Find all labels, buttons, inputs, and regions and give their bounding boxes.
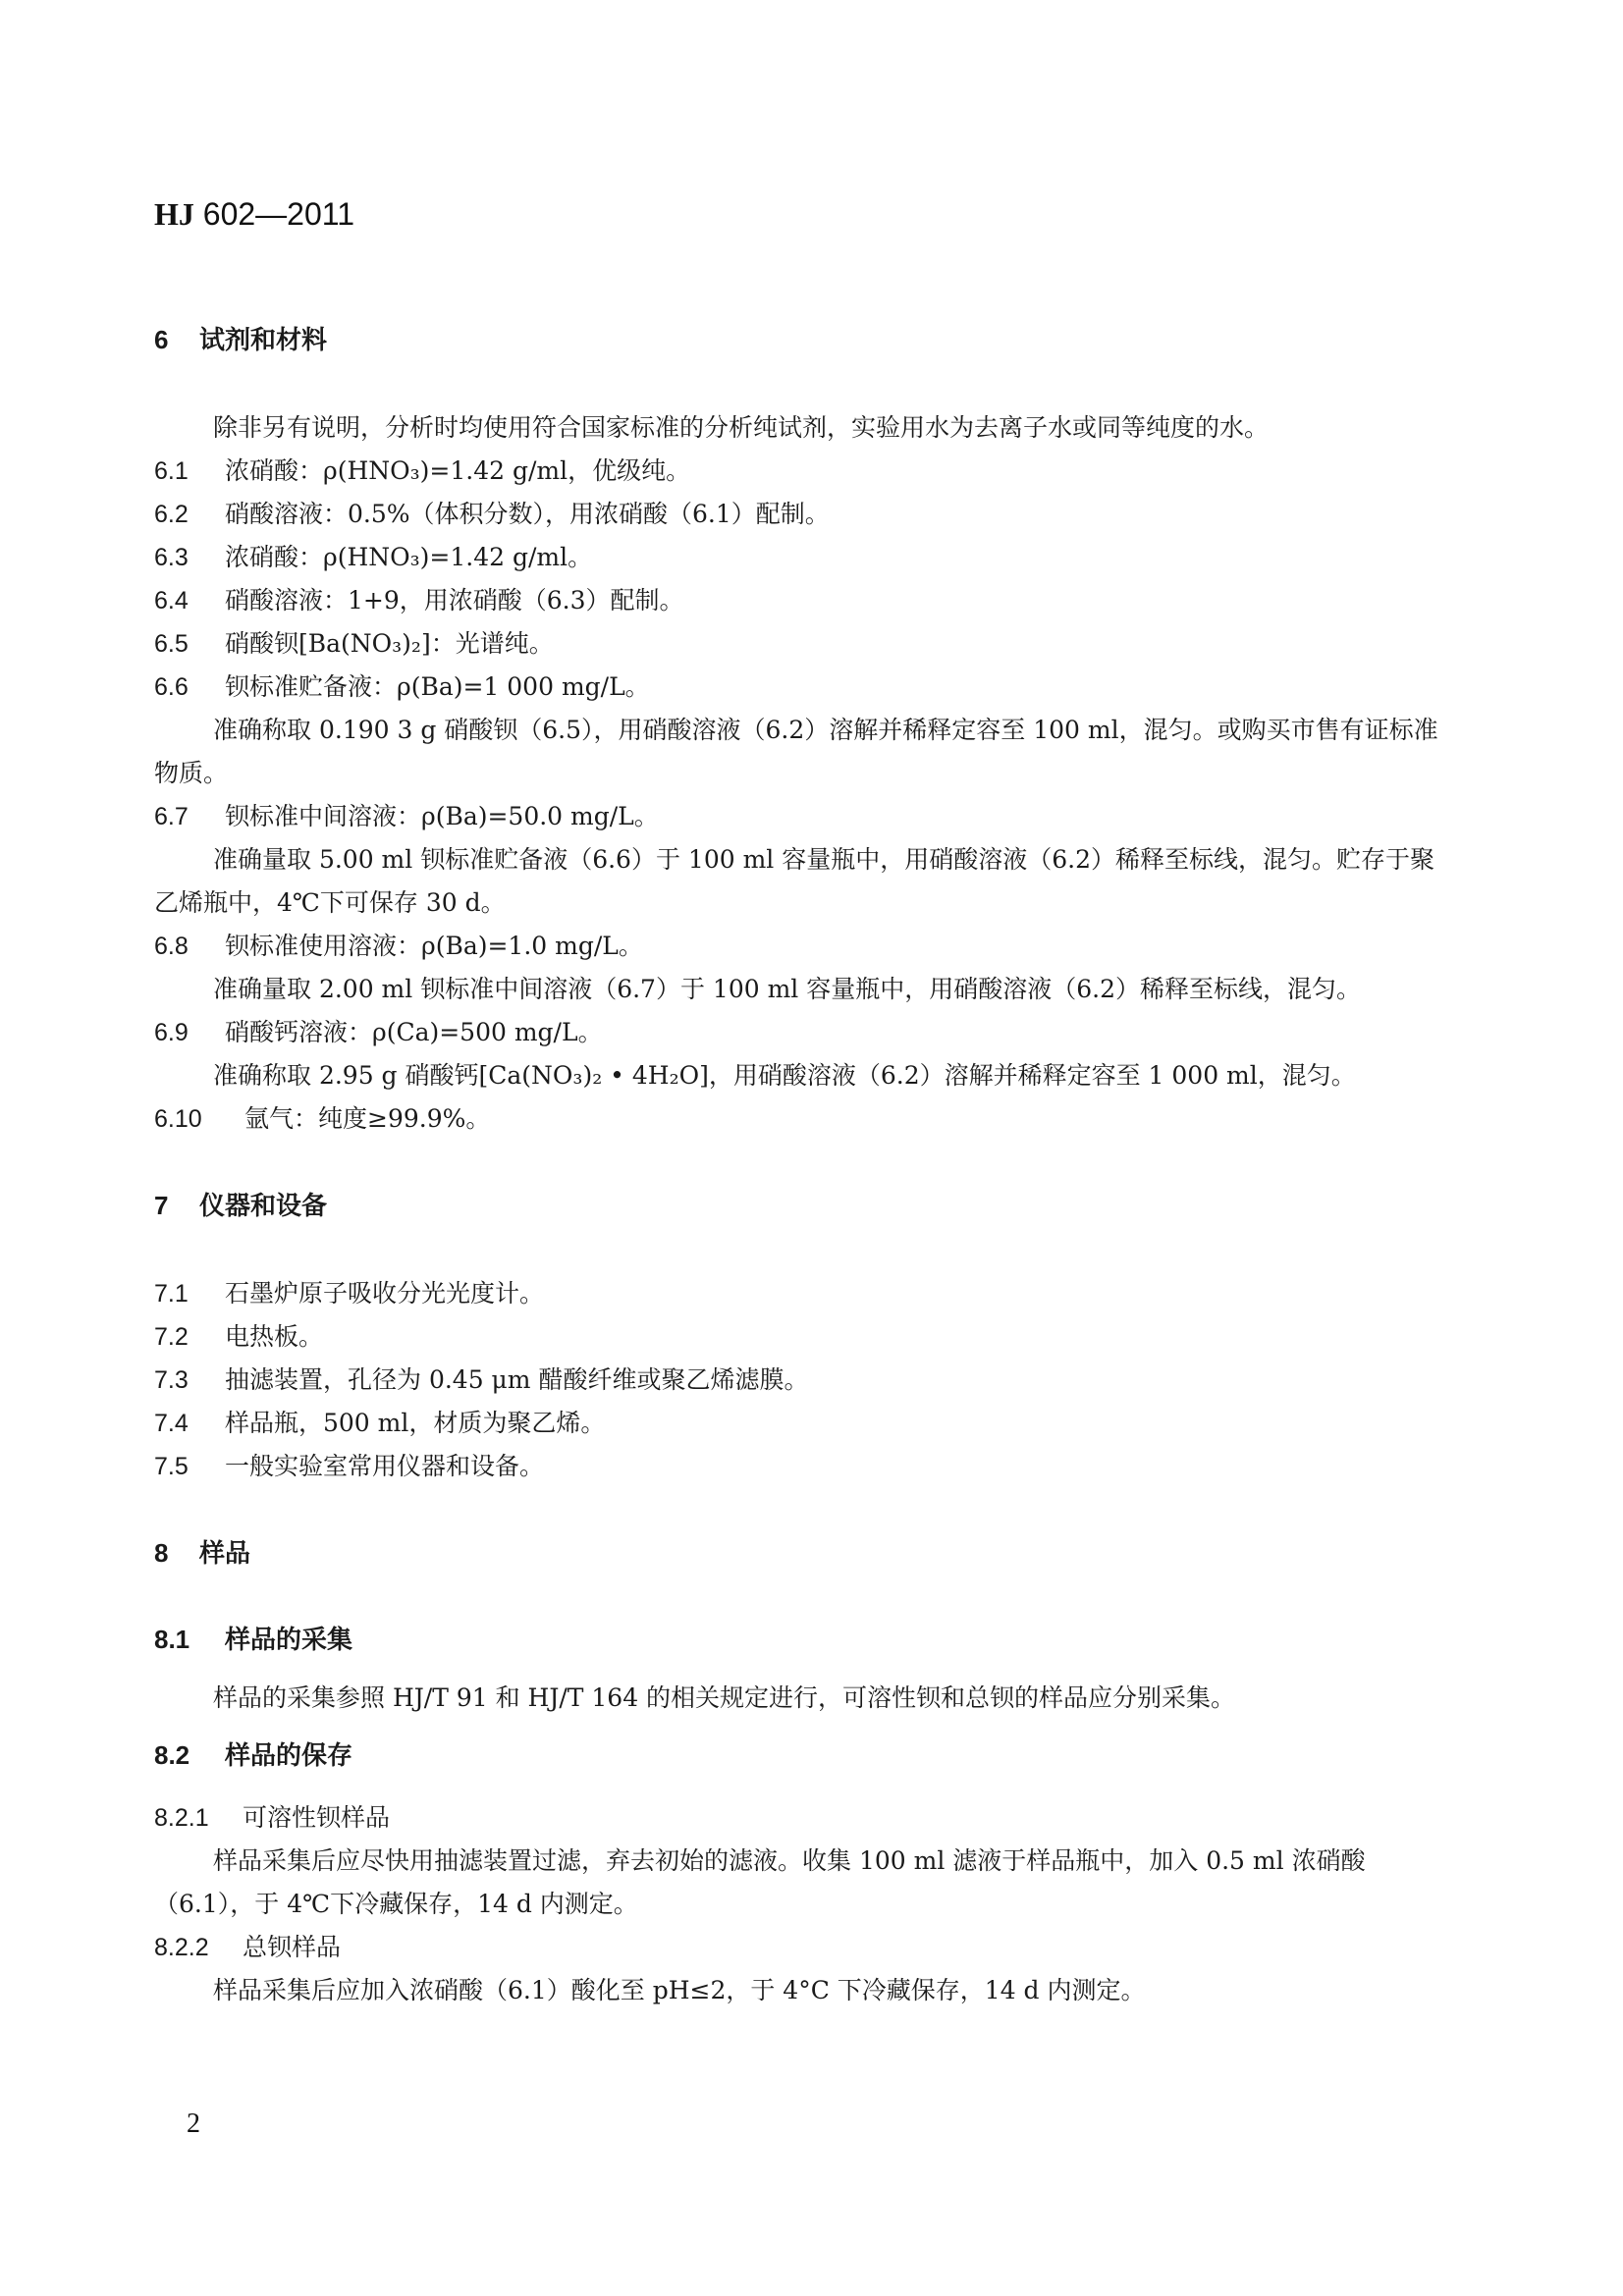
section-7-heading: 7 仪器和设备 <box>154 1191 328 1220</box>
standard-prefix: HJ <box>154 196 194 232</box>
item-6-5: 6.5 硝酸钡[Ba(NO₃)₂]：光谱纯。 <box>154 629 554 658</box>
item-6-4: 6.4 硝酸溶液：1+9，用浓硝酸（6.3）配制。 <box>154 586 684 614</box>
item-7-2: 7.2 电热板。 <box>154 1322 324 1351</box>
item-6-2: 6.2 硝酸溶液：0.5%（体积分数），用浓硝酸（6.1）配制。 <box>154 500 830 528</box>
standard-code-header <box>154 196 354 233</box>
item-6-3: 6.3 浓硝酸：ρ(HNO₃)=1.42 g/ml。 <box>154 543 593 571</box>
item-6-1: 6.1 浓硝酸：ρ(HNO₃)=1.42 g/ml，优级纯。 <box>154 456 691 485</box>
section-8-2-2-text: 样品采集后应加入浓硝酸（6.1）酸化至 pH≤2，于 4°C 下冷藏保存，14 d 内测定。 <box>213 1976 1146 2004</box>
section-8-1-heading: 8.1 样品的采集 <box>154 1625 353 1654</box>
document-body <box>154 312 1450 2012</box>
item-6-6: 6.6 钡标准贮备液：ρ(Ba)=1 000 mg/L。 <box>154 672 650 701</box>
page-number: 2 <box>187 2109 200 2139</box>
section-8-2-heading: 8.2 样品的保存 <box>154 1740 353 1770</box>
section-6-intro: 除非另有说明，分析时均使用符合国家标准的分析纯试剂，实验用水为去离子水或同等纯度的水。 <box>213 413 1270 442</box>
standard-number: 602—2011 <box>193 196 354 232</box>
item-6-9-paragraph: 准确称取 2.95 g 硝酸钙[Ca(NO₃)₂ • 4H₂O]，用硝酸溶液（6.2）溶解并稀释定容至 1 000 ml，混匀。 <box>213 1061 1356 1090</box>
section-8-heading: 8 样品 <box>154 1538 251 1568</box>
item-6-8-paragraph: 准确量取 2.00 ml 钡标准中间溶液（6.7）于 100 ml 容量瓶中，用硝酸溶液（6.2）稀释至标线，混匀。 <box>213 975 1361 1003</box>
item-7-5: 7.5 一般实验室常用仪器和设备。 <box>154 1452 545 1480</box>
item-7-4: 7.4 样品瓶，500 ml，材质为聚乙烯。 <box>154 1409 606 1437</box>
item-6-6-paragraph: 准确称取 0.190 3 g 硝酸钡（6.5），用硝酸溶液（6.2）溶解并稀释定容至 100 ml，混匀。或购买市售有证标准物质。 <box>154 716 1438 787</box>
item-6-8: 6.8 钡标准使用溶液：ρ(Ba)=1.0 mg/L。 <box>154 932 643 960</box>
item-7-3: 7.3 抽滤装置，孔径为 0.45 μm 醋酸纤维或聚乙烯滤膜。 <box>154 1365 809 1394</box>
item-6-7: 6.7 钡标准中间溶液：ρ(Ba)=50.0 mg/L。 <box>154 802 659 830</box>
section-8-2-1-text: 样品采集后应尽快用抽滤装置过滤，弃去初始的滤液。收集 100 ml 滤液于样品瓶中，加入 0.5 ml 浓硝酸（6.1），于 4℃下冷藏保存，14 d 内测定。 <box>154 1846 1366 1918</box>
section-8-2-1-heading: 8.2.1 可溶性钡样品 <box>154 1803 391 1832</box>
section-8-2-2-heading: 8.2.2 总钡样品 <box>154 1933 342 1961</box>
item-6-9: 6.9 硝酸钙溶液：ρ(Ca)=500 mg/L。 <box>154 1018 603 1046</box>
item-7-1: 7.1 石墨炉原子吸收分光光度计。 <box>154 1279 545 1308</box>
item-6-10: 6.10 氩气：纯度≥99.9%。 <box>154 1104 491 1133</box>
section-6-heading: 6 试剂和材料 <box>154 325 328 354</box>
section-8-1-text: 样品的采集参照 HJ/T 91 和 HJ/T 164 的相关规定进行，可溶性钡和总钡的样品应分别采集。 <box>213 1683 1236 1712</box>
item-6-7-paragraph: 准确量取 5.00 ml 钡标准贮备液（6.6）于 100 ml 容量瓶中，用硝酸溶液（6.2）稀释至标线，混匀。贮存于聚乙烯瓶中，4℃下可保存 30 d。 <box>154 845 1434 917</box>
